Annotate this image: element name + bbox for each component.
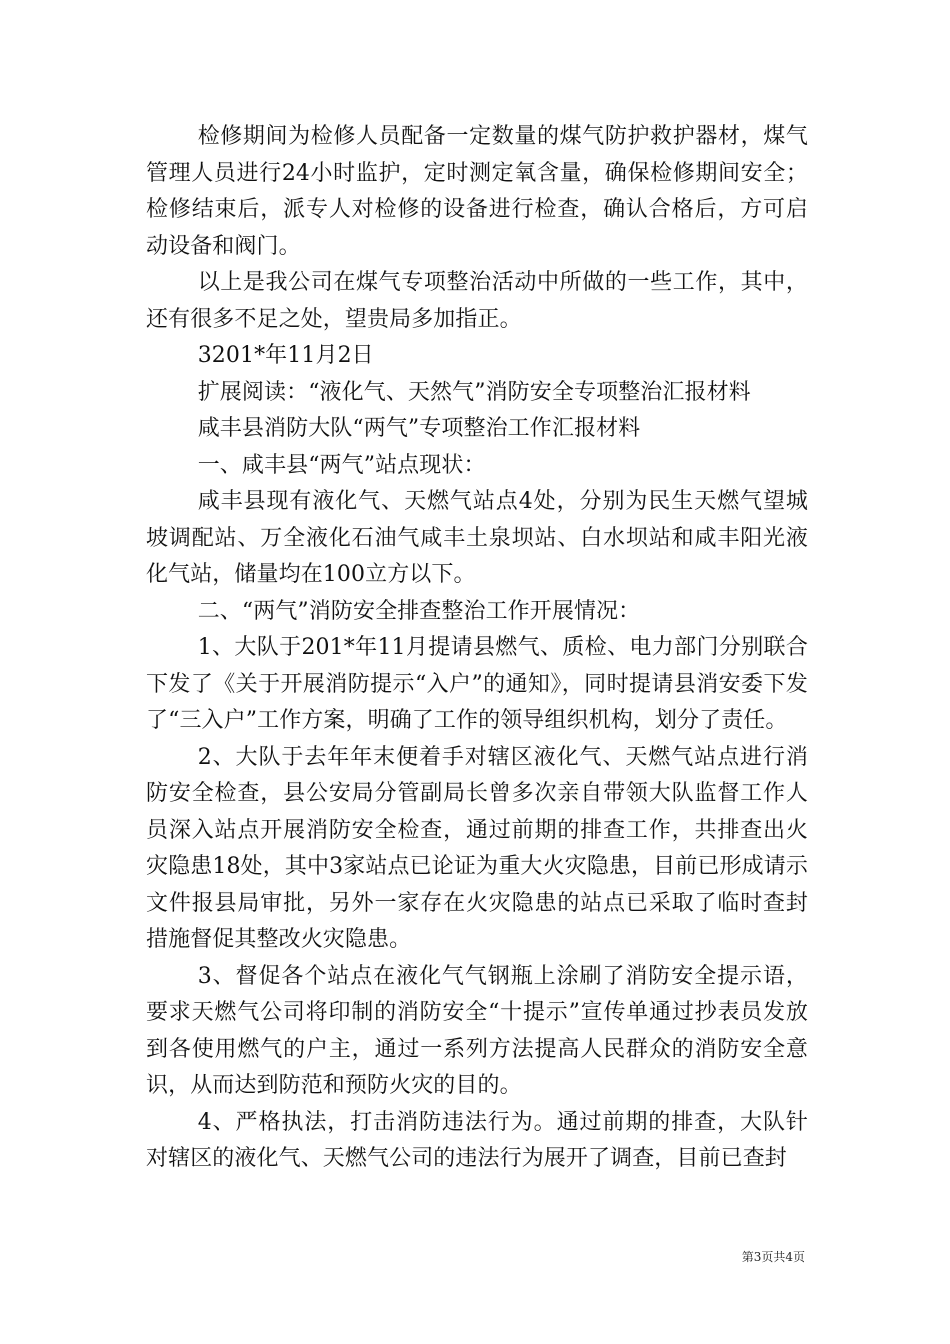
paragraph-maintenance-safety: 检修期间为检修人员配备一定数量的煤气防护救护器材，煤气管理人员进行24小时监护，定时测定氧含量，确保检修期间安全；检修结束后，派专人对检修的设备进行检查，确认合格后，方可启动设备和阀门。 <box>146 124 808 259</box>
paragraph-closing-remark: 以上是我公司在煤气专项整治活动中所做的一些工作，其中，还有很多不足之处，望贵局多加指正。 <box>146 270 808 332</box>
paragraph-report-title: 咸丰县消防大队“两气”专项整治工作汇报材料 <box>197 416 641 441</box>
paragraph-item-3: 3、督促各个站点在液化气气钢瓶上涂刷了消防安全提示语，要求天燃气公司将印制的消防安全“十提示”宣传单通过抄表员发放到各使用燃气的户主，通过一系列方法提高人民群众的消防安全意识，从而达到防范和预防火灾的目的。 <box>146 963 808 1098</box>
paragraph-station-status: 咸丰县现有液化气、天燃气站点4处，分别为民生天燃气望城坡调配站、万全液化石油气咸丰土泉坝站、白水坝站和咸丰阳光液化气站，储量均在100立方以下。 <box>146 489 808 587</box>
paragraph-item-1: 1、大队于201*年11月提请县燃气、质检、电力部门分别联合下发了《关于开展消防提示“入户”的通知》，同时提请县消安委下发了“三入户”工作方案，明确了工作的领导组织机构，划分了责任。 <box>146 635 808 733</box>
paragraph-item-2: 2、大队于去年年末便着手对辖区液化气、天燃气站点进行消防安全检查，县公安局分管副局长曾多次亲自带领大队监督工作人员深入站点开展消防安全检查，通过前期的排查工作，共排查出火灾隐患18处，其中3家站点已论证为重大火灾隐患，目前已形成请示文件报县局审批，另外一家存在火灾隐患的站点已采取了临时查封措施督促其整改火灾隐患。 <box>146 744 808 952</box>
page-number: 第3页共4页 <box>741 1250 805 1264</box>
section-heading-status: 一、咸丰县“两气”站点现状： <box>197 452 486 478</box>
section-heading-work-progress: 二、“两气”消防安全排查整治工作开展情况： <box>197 598 641 624</box>
document-body <box>146 119 808 1178</box>
paragraph-item-4: 4、严格执法，打击消防违法行为。通过前期的排查，大队针对辖区的液化气、天燃气公司的违法行为展开了调查，目前已查封 <box>146 1109 808 1171</box>
paragraph-date: 3201*年11月2日 <box>197 343 374 368</box>
paragraph-extended-reading-title: 扩展阅读：“液化气、天然气”消防安全专项整治汇报材料 <box>197 379 751 405</box>
